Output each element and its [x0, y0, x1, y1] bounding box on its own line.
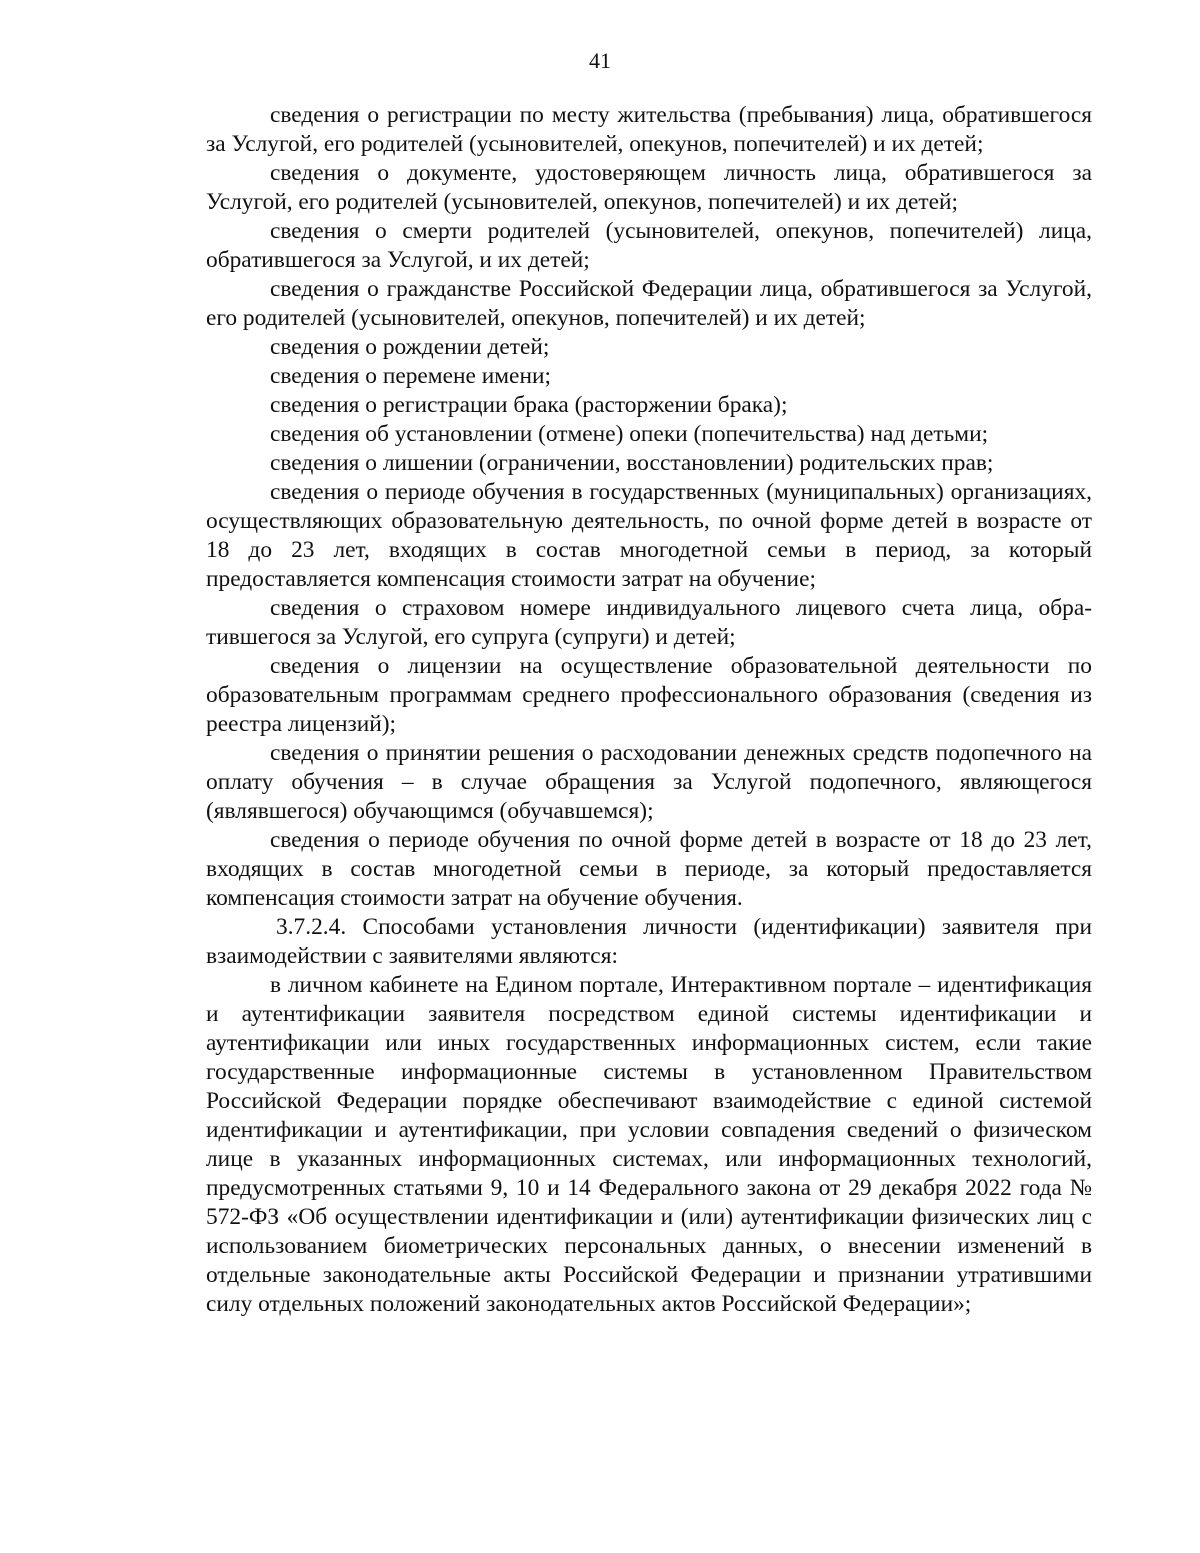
paragraph-snils: сведения о страховом номере индивидуального лицевого счета лица, обратившегося за Услугой, его супруга (супруги) и детей;: [206, 595, 1092, 650]
paragraph-parents-death: сведения о смерти родителей (усыновителей, опекунов, попечителей) лица, обратившегося за Услугой, и их детей;: [206, 218, 1092, 273]
paragraph-residence-registration: сведения о регистрации по месту жительства (пребывания) лица, обратившегося за Услугой, его родителей (усыновителей, опекунов, попечителей) и их детей;: [206, 102, 1092, 157]
section-3-7-2-4: 3.7.2.4. Способами установления личности (идентификации) заявителя при взаимодействии с заявителями являются:: [206, 914, 1092, 969]
document-body: [206, 101, 1092, 1319]
paragraph-citizenship: сведения о гражданстве Российской Федерации лица, обратившегося за Услугой, его родителей (усыновителей, опекунов, попечителей) и их детей;: [206, 276, 1092, 331]
paragraph-guardianship: сведения об установлении (отмене) опеки (попечительства) над детьми;: [270, 421, 989, 447]
paragraph-identity-document: сведения о документе, удостоверяющем личность лица, обратившегося за Услугой, его родителей (усыновителей, опекунов, попечителей) и их детей;: [206, 160, 1092, 215]
page-number: 41: [589, 48, 611, 73]
paragraph-children-birth: сведения о рождении детей;: [270, 334, 550, 360]
paragraph-study-period-organizations: сведения о периоде обучения в государственных (муниципальных) организациях, осуществляющих образовательную деятельность, по очной форме детей в возрасте от 18 до 23 лет, входящих в состав многодетной семьи в период, за который предоставляется компенсация стоимости затрат на обучение;: [206, 479, 1092, 592]
paragraph-personal-account-identification: в личном кабинете на Едином портале, Интерактивном портале – идентификация и аутентификации заявителя посредством единой системы идентификации и аутентификации или иных государственных информационных систем, если такие государственные информационные системы в установленном Правительством Российской Федерации порядке обеспечивают взаимодействие с единой системой идентификации и аутентификации, при условии совпадения сведений о физическом лице в указанных информационных системах, или информационных технологий, предусмотренных статьями 9, 10 и 14 Федерального закона от 29 декабря 2022 года № 572-ФЗ «Об осуществлении идентификации и (или) аутентификации физических лиц с использованием биометрических персональных данных, о внесении изменений в отдельные законодательные акты Российской Федерации и признании утратившими силу отдельных положений законодательных актов Российской Федерации»;: [206, 972, 1092, 1317]
paragraph-ward-funds-decision: сведения о принятии решения о расходовании денежных средств подопечного на оплату обучения – в случае обращения за Услугой подопечного, являющегося (являвшегося) обучающимся (обучавшемся);: [206, 740, 1092, 824]
paragraph-education-license: сведения о лицензии на осуществление образовательной деятельности по образовательным программам среднего профессионального образования (сведения из реестра лицензий);: [206, 653, 1092, 737]
paragraph-parental-rights: сведения о лишении (ограничении, восстановлении) родительских прав;: [270, 450, 994, 476]
paragraph-name-change: сведения о перемене имени;: [270, 363, 551, 389]
paragraph-study-period-fulltime: сведения о периоде обучения по очной форме детей в возрасте от 18 до 23 лет, входящих в состав многодетной семьи в периоде, за который предоставляется компенсация стоимости затрат на обучение обучения.: [206, 827, 1092, 911]
paragraph-marriage-registration: сведения о регистрации брака (расторжении брака);: [270, 392, 788, 418]
